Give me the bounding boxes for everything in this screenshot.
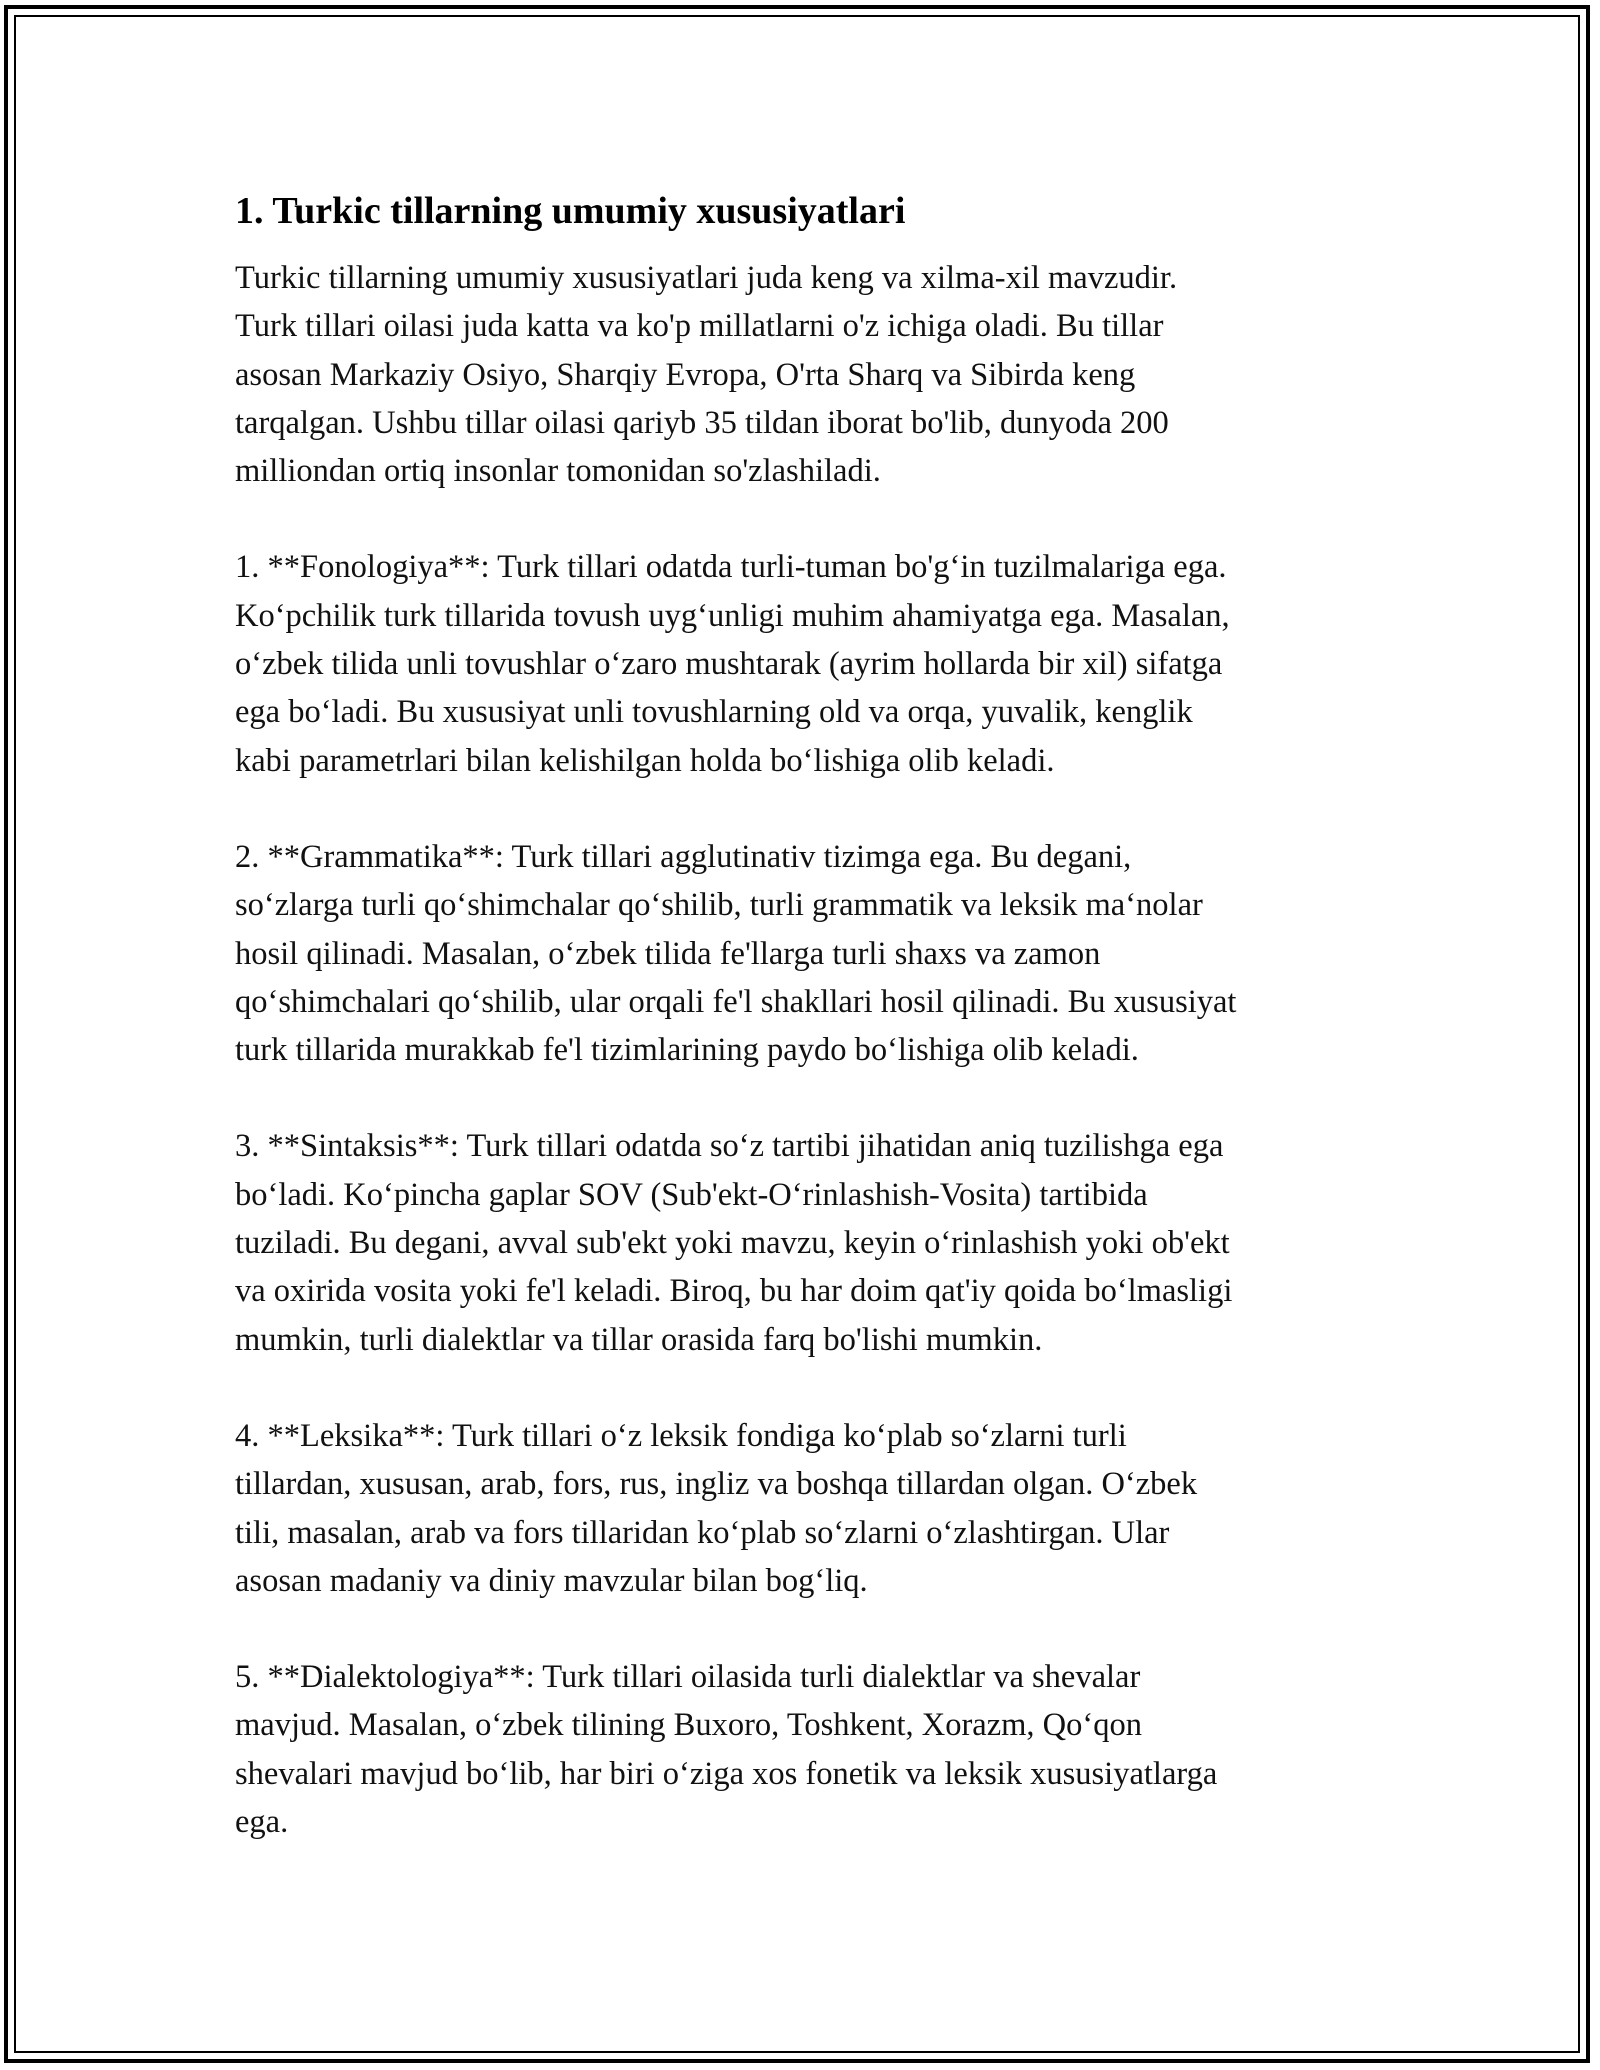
paragraph-line: mavjud. Masalan, o‘zbek tilining Buxoro, Toshkent, Xorazm, Qo‘qon [235, 1707, 1142, 1744]
paragraph-line: 1. **Fonologiya**: Turk tillari odatda turli-tuman bo'g‘in tuzilmalariga ega. [235, 549, 1227, 586]
paragraph-line: 2. **Grammatika**: Turk tillari agglutinativ tizimga ega. Bu degani, [235, 838, 1132, 875]
paragraph-line: o‘zbek tilida unli tovushlar o‘zaro mushtarak (ayrim hollarda bir xil) sifatga [235, 646, 1223, 683]
paragraph-line: 5. **Dialektologiya**: Turk tillari oilasida turli dialektlar va shevalar [235, 1659, 1141, 1696]
paragraph [235, 1122, 1375, 1363]
paragraph [235, 254, 1375, 495]
paragraph [235, 833, 1375, 1074]
paragraph [235, 1412, 1375, 1605]
paragraph-line: turk tillarida murakkab fe'l tizimlarining paydo bo‘lishiga olib keladi. [235, 1032, 1139, 1069]
paragraph-line: shevalari mavjud bo‘lib, har biri o‘ziga xos fonetik va leksik xususiyatlarga [235, 1755, 1218, 1792]
paragraph-line: tuziladi. Bu degani, avval sub'ekt yoki mavzu, keyin o‘rinlashish yoki ob'ekt [235, 1225, 1230, 1262]
document-body [235, 186, 1375, 1894]
paragraph-line: bo‘ladi. Ko‘pincha gaplar SOV (Sub'ekt-O‘rinlashish-Vosita) tartibida [235, 1176, 1148, 1213]
document-title: 1. Turkic tillarning umumiy xususiyatlari [235, 190, 906, 232]
paragraph-line: tillardan, xususan, arab, fors, rus, ingliz va boshqa tillardan olgan. O‘zbek [235, 1466, 1198, 1503]
paragraph-line: Turkic tillarning umumiy xususiyatlari juda keng va xilma-xil mavzudir. [235, 260, 1178, 296]
paragraph-line: Turk tillari oilasi juda katta va ko'p millatlarni o'z ichiga oladi. Bu tillar [235, 308, 1164, 345]
paragraph-line: milliondan ortiq insonlar tomonidan so'zlashiladi. [235, 453, 881, 490]
paragraph-line: kabi parametrlari bilan kelishilgan holda bo‘lishiga olib keladi. [235, 742, 1055, 779]
paragraph-line: ega. [235, 1804, 289, 1841]
paragraph-line: Ko‘pchilik turk tillarida tovush uyg‘unligi muhim ahamiyatga ega. Masalan, [235, 597, 1230, 634]
paragraph-list [235, 254, 1375, 1846]
paragraph-line: 3. **Sintaksis**: Turk tillari odatda so‘z tartibi jihatidan aniq tuzilishga ega [235, 1128, 1224, 1165]
paragraph-line: tarqalgan. Ushbu tillar oilasi qariyb 35 tildan iborat bo'lib, dunyoda 200 [235, 404, 1169, 441]
paragraph-line: asosan madaniy va diniy mavzular bilan bog‘liq. [235, 1562, 868, 1599]
paragraph-line: asosan Markaziy Osiyo, Sharqiy Evropa, O'rta Sharq va Sibirda keng [235, 356, 1136, 393]
paragraph-line: mumkin, turli dialektlar va tillar orasida farq bo'lishi mumkin. [235, 1321, 1043, 1358]
paragraph-line: va oxirida vosita yoki fe'l keladi. Biroq, bu har doim qat'iy qoida bo‘lmasligi [235, 1273, 1233, 1310]
paragraph-line: tili, masalan, arab va fors tillaridan ko‘plab so‘zlarni o‘zlashtirgan. Ular [235, 1514, 1170, 1551]
paragraph-line: so‘zlarga turli qo‘shimchalar qo‘shilib, turli grammatik va leksik ma‘nolar [235, 887, 1203, 924]
paragraph-line: ega bo‘ladi. Bu xususiyat unli tovushlarning old va orqa, yuvalik, kenglik [235, 694, 1193, 731]
paragraph [235, 543, 1375, 784]
paragraph [235, 1653, 1375, 1846]
paragraph-line: 4. **Leksika**: Turk tillari o‘z leksik fondiga ko‘plab so‘zlarni turli [235, 1417, 1127, 1454]
paragraph-line: hosil qilinadi. Masalan, o‘zbek tilida fe'llarga turli shaxs va zamon [235, 935, 1101, 972]
paragraph-line: qo‘shimchalari qo‘shilib, ular orqali fe'l shakllari hosil qilinadi. Bu xususiyat [235, 983, 1237, 1020]
